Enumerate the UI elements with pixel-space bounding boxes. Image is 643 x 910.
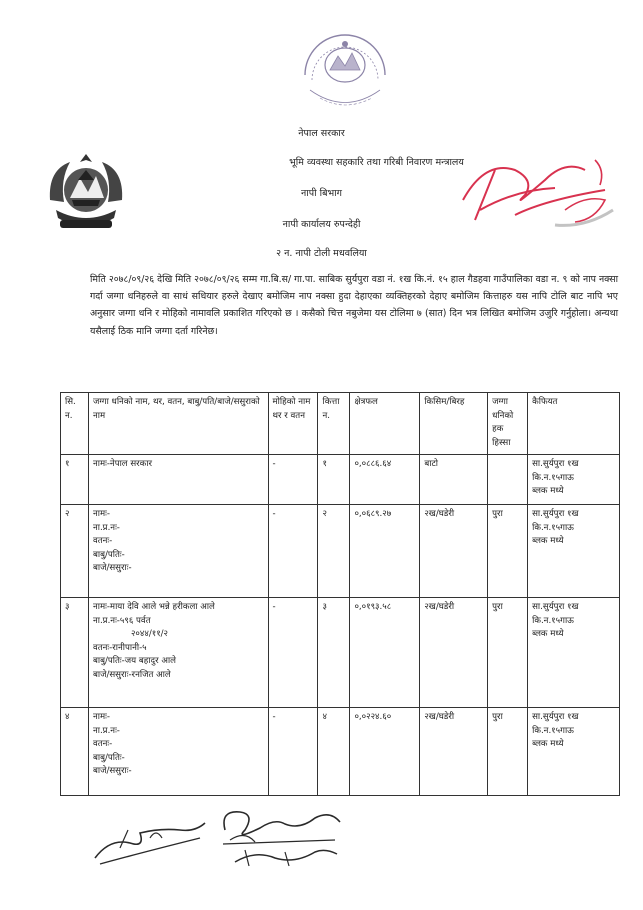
- cell-kitta: ३: [318, 598, 350, 708]
- header-owner: जग्गा धनिको नाम, थर, वतन, बाबु/पति/बाजे/ससुराको नाम: [88, 393, 268, 455]
- table-row: [61, 708, 620, 796]
- remarks-line: कि.न.१५गाऊ: [532, 615, 574, 626]
- cell-remarks: [528, 708, 620, 796]
- cell-type: बाटो: [420, 455, 488, 505]
- header-country: नेपाल सरकार: [298, 128, 345, 139]
- owner-line: ना.प्र.नः-५९६ पर्वत: [92, 615, 151, 626]
- owner-line: नामः-: [92, 509, 110, 519]
- owner-line: ना.प्र.नः-: [92, 522, 120, 533]
- cell-tenant: -: [268, 708, 318, 796]
- header-remarks: कैफियत: [528, 393, 620, 455]
- owner-line: बाजे/ससुराः-रनजित आले: [92, 669, 171, 680]
- remarks-line: कि.न.१५गाऊ: [532, 472, 574, 483]
- cell-sn: ४: [61, 708, 89, 796]
- cell-owner: [88, 455, 268, 505]
- cell-area: ०,०१९३.५८: [350, 598, 420, 708]
- owner-line: वतनः-: [92, 536, 113, 546]
- signature-middle: [215, 800, 345, 870]
- table-header-row: [61, 393, 620, 455]
- cell-share: पुरा: [488, 598, 528, 708]
- cell-sn: ३: [61, 598, 89, 708]
- cell-kitta: ४: [318, 708, 350, 796]
- cell-kitta: २: [318, 505, 350, 598]
- header-ministry: भूमि व्यवस्था सहकारि तथा गरिबी निवारण मन्त्रालय: [289, 157, 464, 168]
- remarks-line: ब्लक मध्ये: [532, 536, 564, 546]
- cell-share: पुरा: [488, 708, 528, 796]
- header-area: क्षेत्रफल: [350, 393, 420, 455]
- cell-owner: [88, 505, 268, 598]
- cell-kitta: १: [318, 455, 350, 505]
- notice-paragraph: मिति २०७८/०९/२६ देखि मिति २०७८/०९/२६ सम्म गा.बि.स/ गा.पा. साबिक सुर्यपुरा वडा नं. १ख कि.नं. १५ हाल गैडहवा गाउँपालिका वडा न. ९ को नाप नक्सा गर्दा जग्गा धनिहरुले वा साधं सधियार हरुले देखाए बमोजिम नाप नक्सा हुदा देहाएका व्यक्तिहरको देहाए बमोजिम कित्ताहरु यस नापि टोलि बाट नापि भए अनुसार जग्गा धनि र मोहिको नामावलि प्रकाशित गरिएको छ । कसैको चित्त नबुजेमा यस टोलिमा ७ (सात) दिन भत्र लिखित बमोजिम उजुरि गर्नुहोला। अन्यथा यसैलाई ठिक मानि जग्गा दर्ता गरिनेछ।: [90, 274, 618, 337]
- owner-line: २०४४/११/२: [130, 629, 169, 639]
- owner-line: नामः-: [92, 712, 110, 722]
- table-row: [61, 455, 620, 505]
- records-table: [60, 392, 620, 796]
- header-office: नापी कार्यालय रुपन्देही: [282, 219, 361, 230]
- cell-sn: २: [61, 505, 89, 598]
- header-type: किसिम/बिरह: [420, 393, 488, 455]
- cell-tenant: -: [268, 505, 318, 598]
- header-kitta: कित्ता न.: [318, 393, 350, 455]
- table-row: [61, 505, 620, 598]
- table-row: [61, 598, 620, 708]
- cell-remarks: [528, 598, 620, 708]
- cell-owner: [88, 708, 268, 796]
- remarks-line: ब्लक मध्ये: [532, 739, 564, 749]
- cell-type: २ख/घडेरी: [420, 598, 488, 708]
- cell-type: २ख/घडेरी: [420, 505, 488, 598]
- header-share: जग्गा धनिको हक हिस्सा: [488, 393, 528, 455]
- owner-line: नामः-नेपाल सरकार: [92, 459, 153, 469]
- owner-line: वतनः-: [92, 739, 113, 749]
- owner-line: बाजे/ससुराः-: [92, 766, 132, 776]
- remarks-line: कि.न.१५गाऊ: [532, 522, 574, 533]
- owner-line: नामः-माया देवि आले भन्ने हरीकला आले: [92, 602, 215, 612]
- cell-share: [488, 455, 528, 505]
- cell-area: ०,०८८६.६४: [350, 455, 420, 505]
- cell-owner: [88, 598, 268, 708]
- header-sn: सि. न.: [61, 393, 89, 455]
- remarks-line: सा.सुर्यपुरा १ख: [532, 459, 579, 469]
- signature-left: [90, 808, 210, 868]
- owner-line: वतनः-रानीपानी-५: [92, 642, 147, 653]
- owner-line: बाजे/ससुराः-: [92, 563, 132, 573]
- cell-share: पुरा: [488, 505, 528, 598]
- header-tenant: मोहिको नाम थर र वतन: [268, 393, 318, 455]
- cell-type: २ख/घडेरी: [420, 708, 488, 796]
- remarks-line: ब्लक मध्ये: [532, 486, 564, 496]
- header-department: नापी बिभाग: [301, 188, 342, 199]
- owner-line: बाबु/पतिः-जय बहादुर आले: [92, 656, 176, 666]
- owner-line: बाबु/पतिः-: [92, 752, 125, 763]
- remarks-line: सा.सुर्यपुरा १ख: [532, 712, 579, 722]
- remarks-line: कि.न.१५गाऊ: [532, 725, 574, 736]
- cell-tenant: -: [268, 598, 318, 708]
- owner-line: ना.प्र.नः-: [92, 725, 120, 736]
- cell-tenant: -: [268, 455, 318, 505]
- remarks-line: सा.सुर्यपुरा १ख: [532, 509, 579, 519]
- cell-area: ०,०६८९.२७: [350, 505, 420, 598]
- cell-area: ०,०२२४.६०: [350, 708, 420, 796]
- cell-sn: १: [61, 455, 89, 505]
- remarks-line: सा.सुर्यपुरा १ख: [532, 602, 579, 612]
- header-team: २ न. नापी टोली मधवलिया: [276, 248, 367, 259]
- department-stamp: [290, 20, 400, 120]
- remarks-line: ब्लक मध्ये: [532, 629, 564, 639]
- cell-remarks: [528, 455, 620, 505]
- cell-remarks: [528, 505, 620, 598]
- owner-line: बाबु/पतिः-: [92, 549, 125, 560]
